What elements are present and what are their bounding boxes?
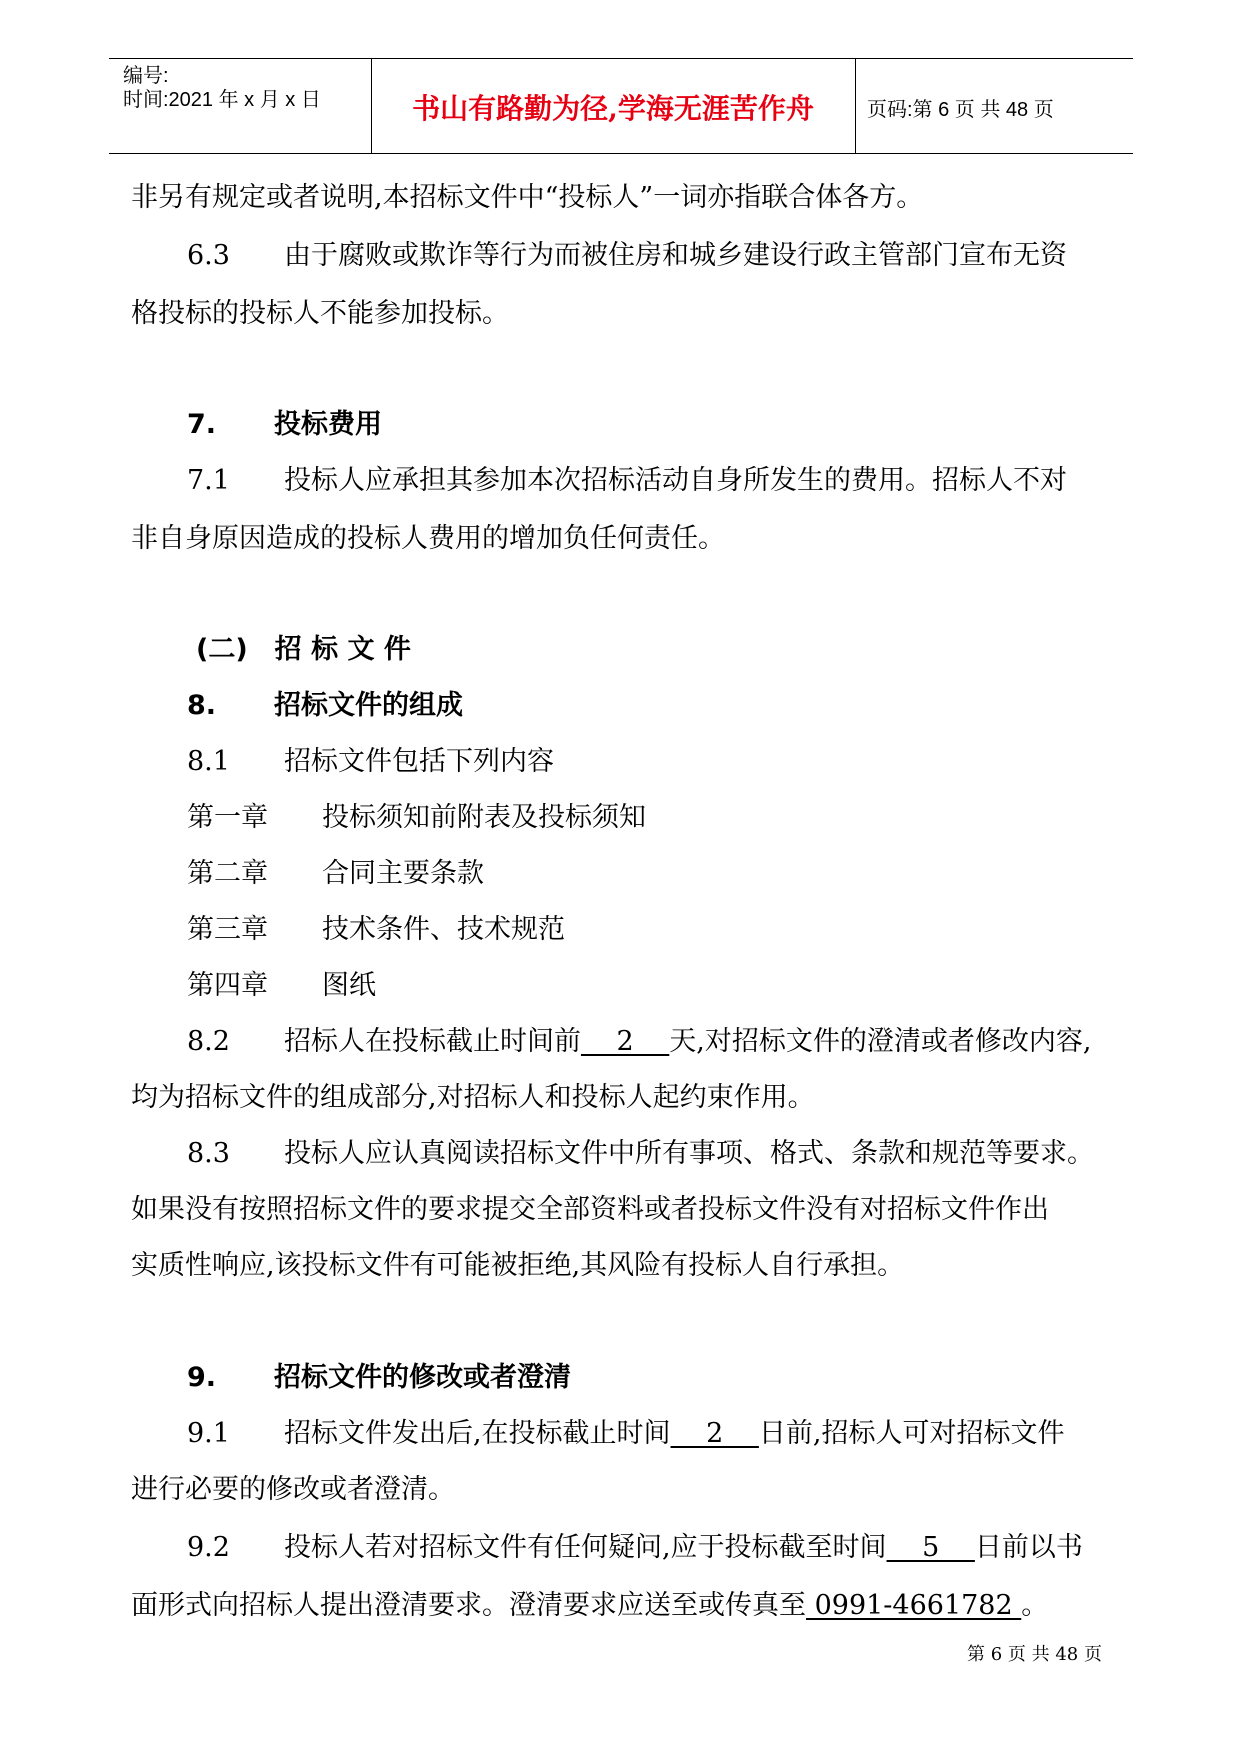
motto-text: 书山有路勤为径,学海无涯苦作舟 — [412, 92, 814, 125]
chapter-item: 第二章 合同主要条款 — [187, 858, 484, 889]
paragraph-line: 8.3 投标人应认真阅读招标文件中所有事项、格式、条款和规范等要求。 — [187, 1138, 1094, 1169]
chapter-item: 第三章 技术条件、技术规范 — [187, 914, 565, 945]
paragraph-line: 6.3 由于腐败或欺诈等行为而被住房和城乡建设行政主管部门宣布无资 — [187, 240, 1067, 271]
text-segment: 日前,招标人可对招标文件 — [758, 1418, 1065, 1449]
paragraph-line: 7.1 投标人应承担其参加本次招标活动自身所发生的费用。招标人不对 — [187, 465, 1067, 496]
section-heading: 投标费用 — [274, 409, 382, 440]
filled-blank: 5 — [886, 1532, 975, 1563]
paragraph-line: 格投标的投标人不能参加投标。 — [131, 298, 509, 329]
text-segment: 9.1 招标文件发出后,在投标截止时间 — [187, 1418, 671, 1449]
filled-blank: 0991-4661782 — [806, 1590, 1022, 1621]
filled-blank: 2 — [580, 1026, 670, 1057]
paragraph-line: 非另有规定或者说明,本招标文件中“投标人”一词亦指联合体各方。 — [131, 182, 924, 213]
paragraph-line: 实质性响应,该投标文件有可能被拒绝,其风险有投标人自行承担。 — [131, 1250, 905, 1281]
text-segment: 天,对招标文件的澄清或者修改内容, — [669, 1026, 1092, 1057]
text-segment: 日前以书 — [974, 1532, 1083, 1563]
header-meta-cell — [109, 59, 372, 153]
chapter-item: 第一章 投标须知前附表及投标须知 — [187, 802, 646, 833]
paragraph-line — [187, 1416, 1064, 1452]
page-header — [109, 58, 1133, 154]
paragraph-line: 如果没有按照招标文件的要求提交全部资料或者投标文件没有对招标文件作出 — [131, 1194, 1049, 1225]
paragraph-line — [131, 1588, 1048, 1624]
paragraph-line — [187, 1530, 1083, 1566]
serial-label: 编号: — [123, 65, 169, 87]
section-heading: 招标文件的组成 — [274, 690, 463, 721]
paragraph-line: 非自身原因造成的投标人费用的增加负任何责任。 — [131, 523, 725, 554]
paragraph-line — [187, 1024, 1091, 1060]
header-motto-cell — [371, 59, 856, 153]
page-footer: 第 6 页 共 48 页 — [967, 1644, 1102, 1665]
text-segment: 9.2 投标人若对招标文件有任何疑问,应于投标截至时间 — [187, 1532, 887, 1563]
header-page-label: 页码:第 6 页 共 48 页 — [867, 99, 1054, 121]
filled-blank: 2 — [670, 1418, 759, 1449]
paragraph-line: 8.1 招标文件包括下列内容 — [187, 746, 554, 777]
text-segment: 。 — [1021, 1590, 1049, 1621]
section-number: 9. — [187, 1362, 217, 1393]
paragraph-line: 进行必要的修改或者澄清。 — [131, 1474, 455, 1505]
chapter-item: 第四章 图纸 — [187, 970, 376, 1001]
time-label: 时间:2021 年 x 月 x 日 — [123, 89, 321, 111]
section-number: 8. — [187, 690, 217, 721]
paragraph-line: 均为招标文件的组成部分,对招标人和投标人起约束作用。 — [131, 1082, 815, 1113]
header-page-cell — [855, 59, 1133, 153]
text-segment: 面形式向招标人提出澄清要求。澄清要求应送至或传真至 — [131, 1590, 806, 1621]
part-heading: (二) 招 标 文 件 — [196, 634, 411, 665]
section-number: 7. — [187, 409, 217, 440]
text-segment: 8.2 招标人在投标截止时间前 — [187, 1026, 581, 1057]
section-heading: 招标文件的修改或者澄清 — [274, 1362, 571, 1393]
